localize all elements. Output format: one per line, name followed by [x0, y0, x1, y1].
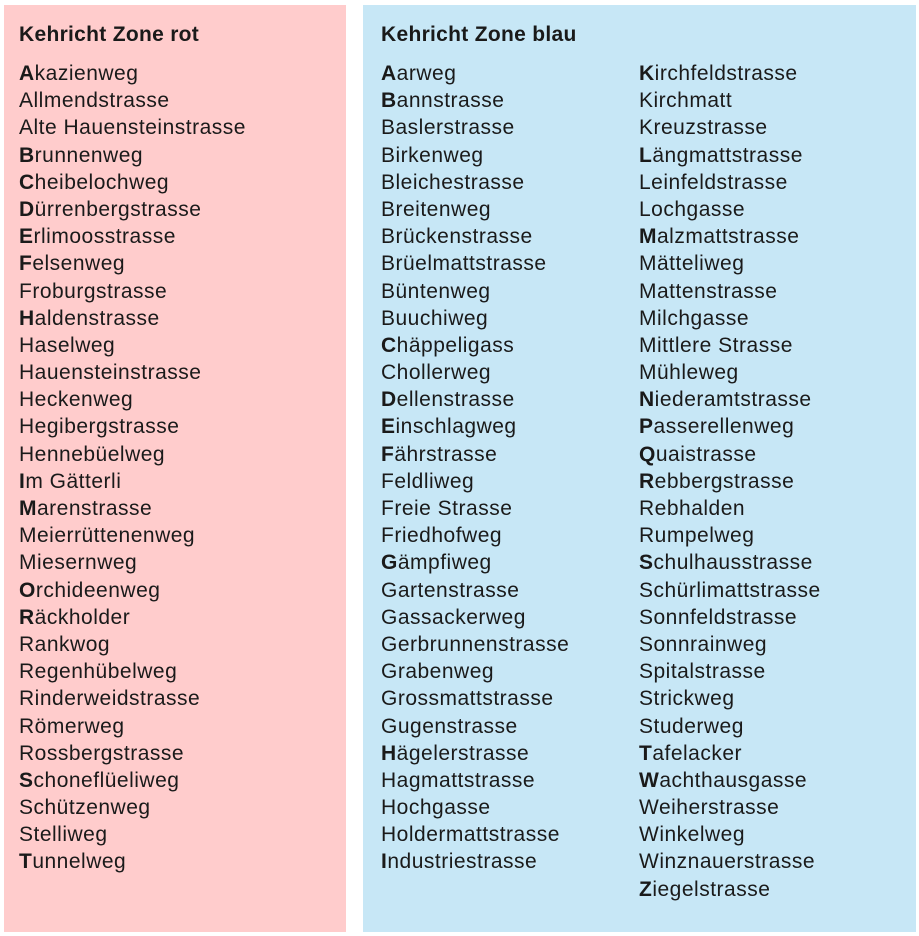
street-name-text: runnenweg: [34, 143, 144, 167]
street-initial-letter: A: [381, 62, 397, 85]
street-name-text: Alte Hauensteinstrasse: [19, 116, 246, 140]
street-name-text: iegelstrasse: [652, 877, 771, 901]
street-name-text: Schürlimattstrasse: [639, 578, 821, 602]
street-name: [639, 142, 821, 169]
street-name-text: achthausgasse: [659, 768, 808, 792]
street-name-text: Gartenstrasse: [381, 578, 520, 602]
street-initial-letter: R: [639, 469, 655, 493]
street-name: [381, 87, 569, 114]
street-name-text: uaistrasse: [655, 442, 757, 466]
street-name-text: Breitenweg: [381, 197, 492, 221]
street-name: [19, 658, 246, 685]
street-initial-letter: H: [381, 741, 397, 765]
street-name-text: Kirchmatt: [639, 89, 733, 113]
street-initial-letter: T: [639, 741, 653, 765]
street-name-text: Grabenweg: [381, 660, 495, 684]
street-name: [19, 604, 246, 631]
street-name: [639, 577, 821, 604]
street-name-text: rchideenweg: [35, 578, 161, 602]
zone-red-street-list: [19, 60, 246, 876]
street-name: [639, 278, 821, 305]
street-name: [639, 740, 821, 767]
street-name-text: Mätteliweg: [639, 252, 745, 276]
street-name: [381, 713, 569, 740]
street-name: [381, 250, 569, 277]
street-name-text: Leinfeldstrasse: [639, 170, 788, 194]
street-name: [19, 87, 246, 114]
street-name: [639, 713, 821, 740]
street-name-text: Mühleweg: [639, 361, 739, 385]
street-name: [381, 332, 569, 359]
street-name-text: Rinderweidstrasse: [19, 687, 201, 711]
street-initial-letter: F: [19, 252, 33, 276]
street-name: [19, 794, 246, 821]
street-name-text: elsenweg: [32, 252, 126, 276]
street-name-text: Hauensteinstrasse: [19, 361, 202, 385]
street-name-text: Hegibergstrasse: [19, 415, 180, 439]
street-name: [381, 278, 569, 305]
street-name-text: Gerbrunnenstrasse: [381, 632, 570, 656]
street-initial-letter: F: [381, 442, 395, 466]
street-name: [639, 821, 821, 848]
street-name: [381, 60, 569, 87]
street-name-text: ndustriestrasse: [387, 850, 538, 874]
street-initial-letter: Z: [639, 877, 653, 901]
street-name: [381, 848, 569, 875]
street-name-text: ängmattstrasse: [652, 143, 803, 167]
street-name-text: Sonnrainweg: [639, 632, 768, 656]
street-name: [19, 577, 246, 604]
street-name-text: aldenstrasse: [34, 306, 160, 330]
street-name-text: rlimoosstrasse: [33, 225, 176, 249]
street-name: [639, 169, 821, 196]
street-name: [639, 767, 821, 794]
street-name: [639, 522, 821, 549]
street-name: [19, 196, 246, 223]
street-name-text: Sonnfeldstrasse: [639, 605, 798, 629]
street-initial-letter: B: [381, 89, 397, 113]
street-name-text: Birkenweg: [381, 143, 484, 167]
street-name: [639, 386, 821, 413]
street-name-text: Brückenstrasse: [381, 225, 533, 249]
street-name: [639, 359, 821, 386]
street-name-text: Allmendstrasse: [19, 89, 170, 113]
street-name-text: ellenstrasse: [396, 388, 515, 412]
street-name-text: ebbergstrasse: [654, 469, 795, 493]
street-name: [381, 169, 569, 196]
street-name: [19, 223, 246, 250]
street-name-text: chulhausstrasse: [653, 551, 813, 575]
street-name-text: Winznauerstrasse: [639, 850, 816, 874]
street-initial-letter: K: [639, 62, 655, 85]
street-name-text: Freie Strasse: [381, 497, 513, 520]
zone-blue-street-list-column-1: [381, 60, 569, 876]
street-name-text: Baslerstrasse: [381, 116, 515, 140]
street-name: [19, 685, 246, 712]
street-name: [19, 250, 246, 277]
street-name-text: heibelochweg: [34, 170, 170, 194]
street-name-text: Brüelmattstrasse: [381, 252, 547, 276]
street-initial-letter: P: [639, 415, 654, 439]
street-name: [639, 305, 821, 332]
street-initial-letter: S: [639, 551, 654, 575]
street-name: [381, 359, 569, 386]
street-name-text: äckholder: [34, 605, 131, 629]
street-name-text: Meierrüttenenweg: [19, 524, 196, 548]
street-name-text: Rebhalden: [639, 497, 746, 520]
street-name-text: afelacker: [652, 741, 743, 765]
street-name: [19, 413, 246, 440]
street-name: [639, 60, 821, 87]
street-name: [381, 604, 569, 631]
street-initial-letter: W: [639, 768, 660, 792]
street-name-text: Kreuzstrasse: [639, 116, 768, 140]
zone-blue-panel: [363, 5, 916, 932]
street-name-text: arweg: [396, 62, 457, 85]
street-name-text: inschlagweg: [395, 415, 517, 439]
street-name-text: Grossmattstrasse: [381, 687, 554, 711]
street-name-text: Hennebüelweg: [19, 442, 166, 466]
street-name: [19, 60, 246, 87]
street-name: [639, 794, 821, 821]
street-name: [639, 631, 821, 658]
street-name-text: asserellenweg: [653, 415, 795, 439]
street-name-text: ägelerstrasse: [396, 741, 530, 765]
street-name: [381, 223, 569, 250]
street-initial-letter: C: [19, 170, 35, 194]
street-name: [381, 549, 569, 576]
street-name-text: m Gätterli: [25, 469, 122, 493]
zone-blue-title: Kehricht Zone blau: [381, 23, 577, 46]
street-name: [639, 196, 821, 223]
street-name-text: Feldliweg: [381, 469, 475, 493]
street-name-text: Weiherstrasse: [639, 796, 780, 820]
street-name-text: Chollerweg: [381, 361, 492, 385]
street-name-text: Spitalstrasse: [639, 660, 766, 684]
street-name: [19, 468, 246, 495]
street-name: [19, 713, 246, 740]
street-name-text: häppeligass: [396, 333, 515, 357]
street-name: [639, 441, 821, 468]
zone-blue-street-list-column-2: [639, 60, 821, 903]
street-name: [639, 223, 821, 250]
street-name-text: choneflüeliweg: [33, 768, 180, 792]
street-name: [19, 821, 246, 848]
street-name: [381, 767, 569, 794]
street-name: [381, 468, 569, 495]
street-name: [19, 441, 246, 468]
street-name: [381, 522, 569, 549]
street-initial-letter: T: [19, 850, 33, 874]
street-name: [381, 142, 569, 169]
street-name-text: Friedhofweg: [381, 524, 503, 548]
street-name-text: ürrenbergstrasse: [34, 197, 202, 221]
street-name-text: Winkelweg: [639, 823, 746, 847]
street-name: [639, 876, 821, 903]
street-initial-letter: I: [19, 469, 26, 493]
street-name: [19, 305, 246, 332]
street-initial-letter: M: [639, 225, 657, 249]
street-initial-letter: E: [19, 225, 34, 249]
street-name: [381, 577, 569, 604]
street-name-text: Heckenweg: [19, 388, 134, 412]
street-initial-letter: D: [19, 197, 35, 221]
street-name-text: Rossbergstrasse: [19, 741, 185, 765]
street-name: [19, 142, 246, 169]
street-initial-letter: H: [19, 306, 35, 330]
street-name-text: arenstrasse: [37, 497, 153, 520]
street-name-text: Mittlere Strasse: [639, 333, 793, 357]
street-name: [381, 305, 569, 332]
street-name-text: ämpfiweg: [397, 551, 492, 575]
street-name-text: Hagmattstrasse: [381, 768, 536, 792]
street-name-text: Rumpelweg: [639, 524, 755, 548]
street-name: [381, 495, 569, 522]
street-name: [381, 821, 569, 848]
street-name-text: Gugenstrasse: [381, 714, 518, 738]
street-name: [381, 740, 569, 767]
street-initial-letter: A: [19, 62, 35, 85]
street-name-text: Büntenweg: [381, 279, 491, 303]
street-name: [381, 386, 569, 413]
street-initial-letter: N: [639, 388, 655, 412]
zone-red-panel: [4, 5, 346, 932]
street-name: [19, 278, 246, 305]
street-name-text: Studerweg: [639, 714, 744, 738]
street-name: [639, 549, 821, 576]
street-name-text: Bleichestrasse: [381, 170, 525, 194]
zone-red-title: Kehricht Zone rot: [19, 23, 200, 46]
street-name-text: kazienweg: [34, 62, 139, 85]
street-name: [639, 604, 821, 631]
street-name-text: Mattenstrasse: [639, 279, 778, 303]
street-name: [381, 196, 569, 223]
street-name-text: annstrasse: [396, 89, 505, 113]
street-initial-letter: O: [19, 578, 36, 602]
street-initial-letter: S: [19, 768, 34, 792]
street-name: [639, 250, 821, 277]
street-name-text: Holdermattstrasse: [381, 823, 560, 847]
street-name-text: Rankwog: [19, 632, 111, 656]
street-name: [639, 114, 821, 141]
street-name: [19, 631, 246, 658]
street-name: [381, 413, 569, 440]
street-name-text: Milchgasse: [639, 306, 750, 330]
street-initial-letter: R: [19, 605, 35, 629]
street-name: [19, 359, 246, 386]
street-name-text: unnelweg: [32, 850, 127, 874]
street-name: [381, 441, 569, 468]
street-name-text: irchfeldstrasse: [654, 62, 798, 85]
street-name: [639, 332, 821, 359]
street-initial-letter: D: [381, 388, 397, 412]
street-name: [381, 794, 569, 821]
street-name: [19, 549, 246, 576]
street-name-text: Froburgstrasse: [19, 279, 168, 303]
street-name: [19, 848, 246, 875]
street-name-text: Hochgasse: [381, 796, 491, 820]
street-name: [639, 87, 821, 114]
street-name: [639, 413, 821, 440]
street-name-text: Regenhübelweg: [19, 660, 178, 684]
street-name: [381, 685, 569, 712]
street-initial-letter: L: [639, 143, 653, 167]
street-name: [19, 386, 246, 413]
street-name-text: iederamtstrasse: [654, 388, 812, 412]
street-name: [639, 468, 821, 495]
street-initial-letter: B: [19, 143, 35, 167]
street-name-text: Stelliweg: [19, 823, 108, 847]
street-name-text: Buuchiweg: [381, 306, 489, 330]
street-initial-letter: E: [381, 415, 396, 439]
street-initial-letter: M: [19, 497, 37, 520]
street-name-text: Gassackerweg: [381, 605, 526, 629]
street-name: [381, 658, 569, 685]
street-name: [19, 522, 246, 549]
street-name-text: ährstrasse: [394, 442, 498, 466]
street-name-text: Haselweg: [19, 333, 116, 357]
street-name: [639, 495, 821, 522]
street-name-text: Miesernweg: [19, 551, 138, 575]
street-name: [381, 631, 569, 658]
street-name-text: Strickweg: [639, 687, 735, 711]
street-name: [19, 169, 246, 196]
street-name-text: Römerweg: [19, 714, 125, 738]
street-initial-letter: G: [381, 551, 398, 575]
street-name: [19, 767, 246, 794]
street-name: [19, 114, 246, 141]
street-name: [639, 685, 821, 712]
street-initial-letter: C: [381, 333, 397, 357]
street-name: [381, 114, 569, 141]
street-name-text: Lochgasse: [639, 197, 746, 221]
street-name: [19, 740, 246, 767]
street-name: [19, 495, 246, 522]
street-name: [19, 332, 246, 359]
street-name-text: alzmattstrasse: [657, 225, 800, 249]
street-initial-letter: I: [381, 850, 388, 874]
street-name: [639, 658, 821, 685]
street-initial-letter: Q: [639, 442, 656, 466]
street-name-text: Schützenweg: [19, 796, 151, 820]
street-name: [639, 848, 821, 875]
